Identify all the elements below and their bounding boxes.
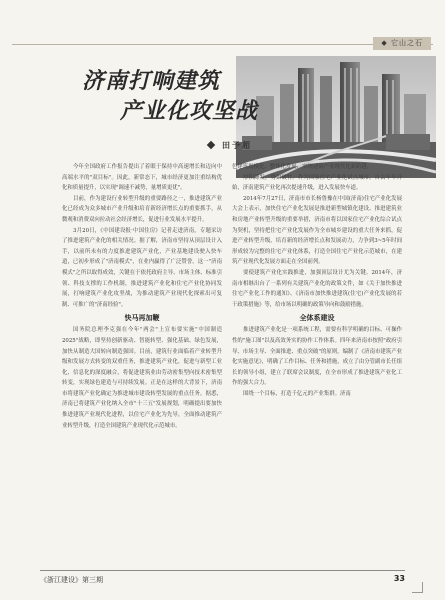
paragraph: 3月20日，《中国建设报·中国住房》记者走进济南，专题采访了推进建筑产业化的相关情况。据了解，济南市坚持从顶层设计入手，以前所未有的力度推进建筑产业化，产业基地建设驶入快车道，已初步形成了"济南模式"，在业内赢得了广泛赞誉。这一"济南模式"之所以取得成效，关键在于依托政府主导、市场主体、标准引领、科技支撑的工作机制，推进建筑产业化和住宅产业化协同发展，打响建筑产业化攻坚战，为推动建筑产业现代化探索出可复制、可推广的"济南经验"。 bbox=[62, 227, 222, 308]
section-tag: ◆ 它山之石 bbox=[373, 37, 431, 50]
paragraph: 2014年7月27日，济南市市长杨鲁豫在中国(济南)住宅产业化发展大会上表示，加快住宅产业化发展是推进新型城镇化建设、推进建筑业和房地产业转型升级的重要举措，济南市将以国家住宅产业化综合试点为契机，坚持把住宅产业化发展作为全市城乡建设的重大任务来抓，促进产业转型升级，培育新的经济增长点和发展动力，力争到3~5年时间形成较为完整的住宅产业化体系，打造全国住宅产业化示范城市，在建筑产业现代化发展方面走在全国前列。 bbox=[232, 195, 402, 266]
paragraph: 推进建筑产业化是一项系统工程，需要有科学明确的目标、可操作性的"施工图"以及高效务实的协作工作体系。四年来济南市按照"政府引导、市场主导、全面推进、重点突破"的原则，编制了《济南市建筑产业化实施意见》，明确了工作目标、任务和措施，成立了由分管副市长任组长的领导小组，建立了联席会议制度，在全市形成了推进建筑产业化工作的强大合力。 bbox=[232, 327, 402, 387]
crop-mark-icon bbox=[412, 582, 423, 593]
article-title-line-1: 济南打响建筑 bbox=[82, 69, 221, 94]
paragraph: 围绕一个目标，打造千亿元的产业集群。济南 bbox=[243, 390, 351, 397]
page-number: 33 bbox=[393, 574, 405, 583]
byline bbox=[208, 140, 252, 151]
diamond-bullet-icon bbox=[207, 141, 215, 149]
footer-rule bbox=[40, 570, 405, 571]
header-rule bbox=[12, 44, 433, 45]
paragraph: 今年全国政府工作报告提出了着眼于保持中高速增长和迈向中高端水平的"双目标"。因此，新常态下，城市经济更加注重结构优化和质量提升，以实现"调速不减势，量增质更优"。 bbox=[62, 164, 222, 192]
publication-name: 《浙江建设》第三期 bbox=[40, 576, 103, 584]
article-title-line-2: 产业化攻坚战 bbox=[120, 99, 259, 124]
right-column bbox=[232, 162, 402, 399]
paragraph: 国务院总理李克强在今年"两会"上宣布要实施"中国制造2025"战略，即坚持创新驱动、智能转型、强化基础、绿色发展，加快从制造大国转向制造强国。目前，建筑行业面临着产业转型升级和发展方式转变的双重任务，推进建筑产业化，促进与新型工业化、信息化的深度融合，将促进建筑业由劳动密集型向技术密集型转变，实现绿色建造与可持续发展。正是在这样的大背景下，济南市将建筑产业化确定为推进城市建设转型发展的重点任务。据悉，济南已将建筑产业化纳入全市"十三五"发展规划，明确提出要加快推进建筑产业现代化进程，以住宅产业化为先导，全面推动建筑产业转型升级，打造全国建筑产业现代化示范城市。 bbox=[62, 327, 222, 429]
city-skyline-photo bbox=[236, 56, 436, 178]
paragraph: 厚积薄发，势如破竹。作为国家住宅产业化试点城市，自去年年开始，济南建筑产业化再次提速升级，进入发展快车道。 bbox=[232, 174, 402, 192]
author-name: 田予超 bbox=[222, 140, 252, 150]
paragraph: 目前，作为建设行业转型升级的重要路径之一，推进建筑产业化已经成为众多城市产业升级和培育新经济增长点的重要抓手，从微观和消费双向拉动社会经济增长，促进行业发展水平提升。 bbox=[62, 195, 222, 223]
subheading: 全体系建设 bbox=[299, 314, 335, 323]
left-column bbox=[62, 162, 222, 431]
paragraph: 要使建筑产业化实践推进，加强顶层设计尤为关键。2014年，济南市相继出台了一系列有关建筑产业化的政策文件，如《关于加快推进住宅产业化工作的通知》、《济南市加快推进建筑(住宅)产业化发展的若干政策措施》等，给市场以明确的政策导向和鼓励措施。 bbox=[232, 269, 402, 308]
paragraph: 色建筑规模化、整体化发展，实现建筑产业现代化新跨越。 bbox=[232, 164, 373, 170]
subheading: 快马再加鞭 bbox=[124, 314, 160, 323]
